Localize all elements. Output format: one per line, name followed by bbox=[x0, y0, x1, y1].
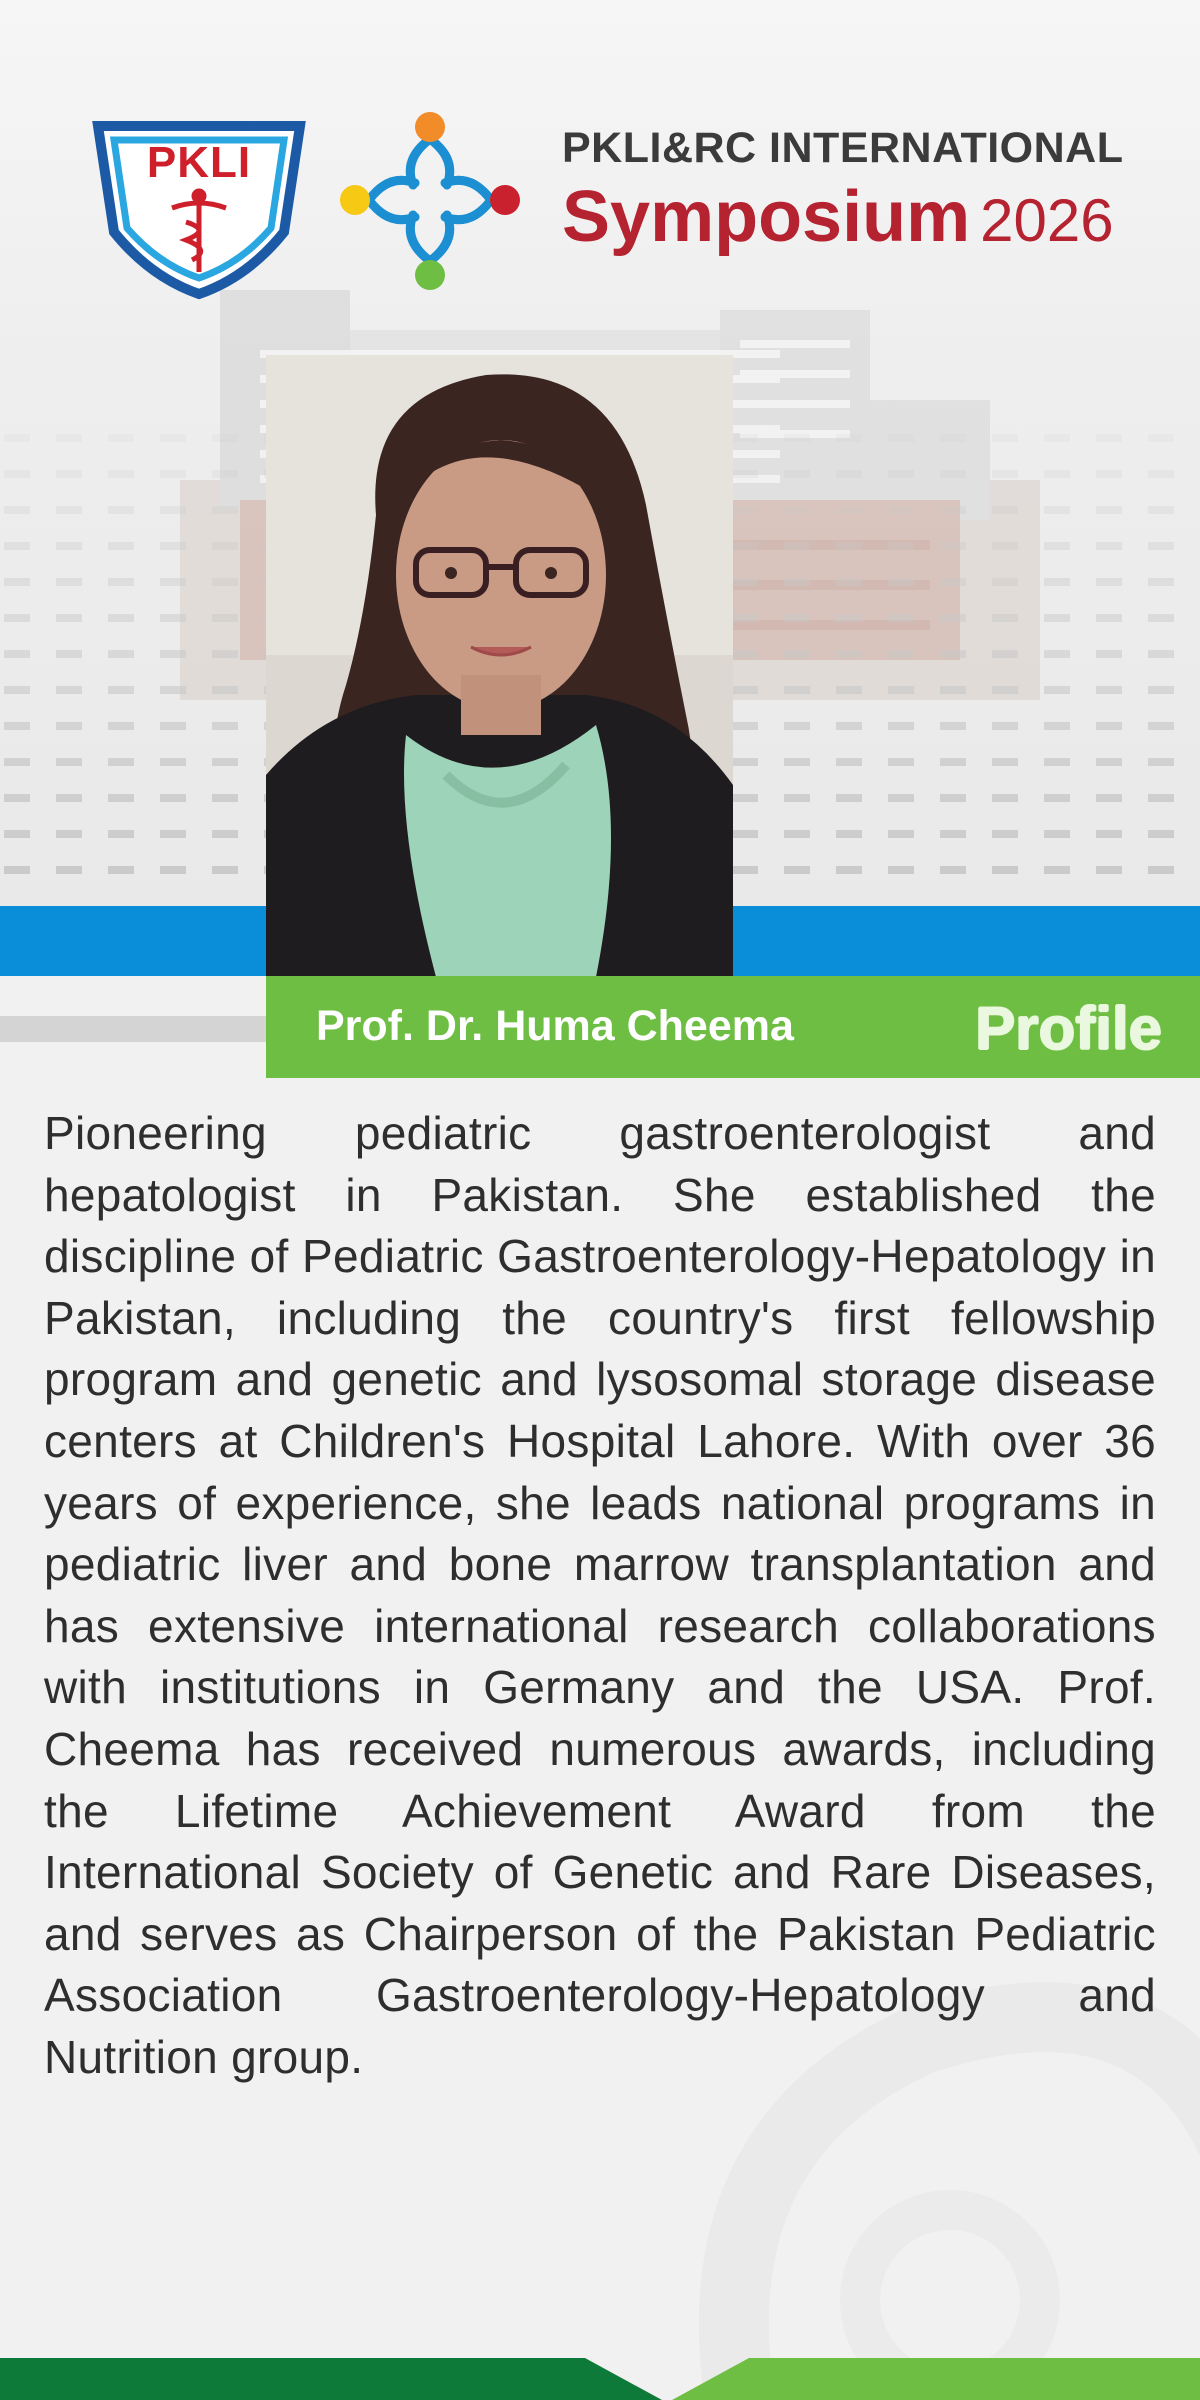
symposium-title bbox=[562, 176, 1114, 258]
symposium-flower-icon bbox=[335, 105, 525, 295]
grey-accent-strip bbox=[0, 1016, 266, 1042]
speaker-biography: Pioneering pediatric gastroenterologist and hepatologist in Pakistan. She established the discipline of Pediatric Gastroenterology-Hepatology in Pakistan, including the country's first fellowship program and genetic and lysosomal storage disease centers at Children's Hospital Lahore. With over 36 years of experience, she leads national programs in pediatric liver and bone marrow transplantation and has extensive international research collaborations with institutions in Germany and the USA. Prof. Cheema has received numerous awards, including the Lifetime Achievement Award from the International Society of Genetic and Rare Diseases, and serves as Chairperson of the Pakistan Pediatric Association Gastroenterology-Hepatology and Nutrition group. bbox=[44, 1107, 1156, 2083]
speaker-photo bbox=[266, 355, 733, 977]
profile-label: Profile bbox=[975, 995, 1162, 1062]
footer-dark-green-bar bbox=[0, 2358, 662, 2400]
speaker-name: Prof. Dr. Huma Cheema bbox=[316, 1002, 794, 1050]
speaker-name-band bbox=[266, 976, 1200, 1078]
symposium-year: 2026 bbox=[980, 187, 1114, 254]
symposium-subtitle: PKLI&RC INTERNATIONAL bbox=[562, 124, 1124, 172]
symposium-title-word: Symposium bbox=[562, 177, 971, 257]
pkli-logo-text: PKLI bbox=[146, 138, 252, 187]
footer-light-green-bar bbox=[672, 2358, 1200, 2400]
